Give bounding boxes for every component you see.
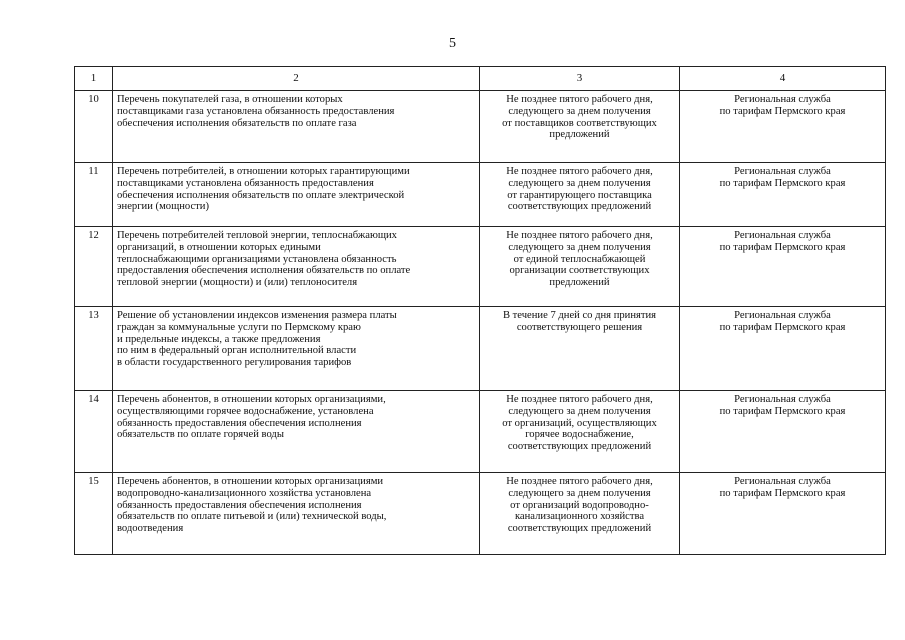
row-deadline-line: В течение 7 дней со дня принятия: [502, 310, 657, 321]
row-responsible: [680, 307, 886, 391]
row-deadline-line: соответствующих предложений: [507, 441, 652, 453]
row-responsible: [680, 163, 886, 227]
row-description: [113, 391, 480, 473]
row-deadline-line: предложений: [549, 277, 610, 289]
row-description-line: Перечень потребителей, в отношении которых гарантирующими: [117, 166, 410, 177]
table-row: [75, 307, 886, 391]
row-description-line: обязанность предоставления обеспечения исполнения: [117, 499, 362, 511]
row-description-line: водопроводно-канализационного хозяйства установлена: [117, 487, 372, 499]
row-deadline-line: следующего за днем получения: [508, 241, 651, 253]
row-description: [113, 307, 480, 391]
row-responsible-line: Региональная служба: [734, 94, 831, 105]
column-header-number: 1: [75, 67, 113, 91]
row-number: 13: [75, 307, 113, 391]
row-deadline-line: предложений: [549, 129, 610, 141]
row-deadline-line: следующего за днем получения: [508, 487, 651, 499]
document-table: [74, 66, 886, 555]
row-description-line: организаций, в отношении которых едиными: [117, 241, 321, 253]
row-responsible-line: Региональная служба: [734, 310, 831, 321]
row-description-line: обязательств по оплате питьевой и (или) технической воды,: [117, 511, 387, 523]
table-row: [75, 163, 886, 227]
column-header-description: 2: [113, 67, 480, 91]
row-description: [113, 227, 480, 307]
row-description-line: обеспечения исполнения обязательств по оплате газа: [117, 117, 357, 129]
row-deadline-line: Не позднее пятого рабочего дня,: [506, 476, 653, 487]
row-deadline-line: соответствующих предложений: [507, 523, 652, 535]
row-deadline-line: соответствующих предложений: [507, 201, 652, 213]
row-deadline-line: канализационного хозяйства: [514, 511, 645, 523]
row-number: 14: [75, 391, 113, 473]
row-deadline-line: организации соответствующих: [509, 265, 650, 277]
row-responsible-line: по тарифам Пермского края: [719, 487, 846, 499]
row-description-line: граждан за коммунальные услуги по Пермскому краю: [117, 321, 361, 333]
row-deadline-line: от гарантирующего поставщика: [507, 189, 652, 201]
row-deadline-line: следующего за днем получения: [508, 105, 651, 117]
row-deadline-line: Не позднее пятого рабочего дня,: [506, 166, 653, 177]
row-deadline-line: Не позднее пятого рабочего дня,: [506, 230, 653, 241]
table-row: [75, 391, 886, 473]
row-deadline-line: следующего за днем получения: [508, 177, 651, 189]
row-number: 15: [75, 473, 113, 555]
row-responsible: [680, 473, 886, 555]
row-description-line: обеспечения исполнения обязательств по оплате электрической: [117, 189, 405, 201]
row-responsible-line: по тарифам Пермского края: [719, 405, 846, 417]
row-description-line: энергии (мощности): [117, 201, 209, 213]
table-row: [75, 473, 886, 555]
row-description: [113, 163, 480, 227]
row-number: 12: [75, 227, 113, 307]
row-responsible-line: Региональная служба: [734, 476, 831, 487]
row-deadline: [480, 391, 680, 473]
table-header-row: [75, 67, 886, 91]
row-description-line: Перечень абонентов, в отношении которых организациями: [117, 476, 384, 487]
row-description: [113, 473, 480, 555]
row-description-line: теплоснабжающими организациями установлена обязанность: [117, 253, 397, 265]
row-deadline: [480, 307, 680, 391]
row-description-line: тепловой энергии (мощности) и (или) теплоносителя: [117, 277, 358, 289]
row-description-line: осуществляющими горячее водоснабжение, установлена: [117, 405, 374, 417]
row-deadline-line: горячее водоснабжение,: [525, 429, 634, 441]
row-number: 11: [75, 163, 113, 227]
row-responsible-line: по тарифам Пермского края: [719, 105, 846, 117]
row-deadline: [480, 473, 680, 555]
row-deadline-line: от единой теплоснабжающей: [513, 253, 646, 265]
row-responsible: [680, 227, 886, 307]
row-description-line: Перечень покупателей газа, в отношении которых: [117, 94, 343, 105]
row-description-line: обязанность предоставления обеспечения исполнения: [117, 417, 362, 429]
row-description-line: обязательств по оплате горячей воды: [117, 429, 284, 441]
row-deadline: [480, 227, 680, 307]
row-deadline-line: от поставщиков соответствующих: [502, 117, 657, 129]
row-deadline: [480, 91, 680, 163]
row-responsible-line: по тарифам Пермского края: [719, 241, 846, 253]
row-deadline: [480, 163, 680, 227]
row-deadline-line: соответствующего решения: [516, 321, 643, 333]
row-responsible-line: по тарифам Пермского края: [719, 321, 846, 333]
row-description-line: Перечень абонентов, в отношении которых организациями,: [117, 394, 386, 405]
row-deadline-line: Не позднее пятого рабочего дня,: [506, 394, 653, 405]
table-row: [75, 227, 886, 307]
row-responsible: [680, 391, 886, 473]
row-deadline-line: следующего за днем получения: [508, 405, 651, 417]
row-deadline-line: от организаций, осуществляющих: [502, 417, 657, 429]
row-responsible-line: Региональная служба: [734, 394, 831, 405]
row-number: 10: [75, 91, 113, 163]
row-responsible-line: Региональная служба: [734, 166, 831, 177]
row-description-line: поставщиками установлена обязанность предоставления: [117, 177, 374, 189]
row-description-line: Перечень потребителей тепловой энергии, теплоснабжающих: [117, 230, 397, 241]
row-description-line: Решение об установлении индексов изменения размера платы: [117, 310, 397, 321]
row-description-line: и предельные индексы, а также предложения: [117, 333, 321, 345]
column-header-responsible: 4: [680, 67, 886, 91]
row-deadline-line: Не позднее пятого рабочего дня,: [506, 94, 653, 105]
row-responsible-line: по тарифам Пермского края: [719, 177, 846, 189]
row-responsible-line: Региональная служба: [734, 230, 831, 241]
table-row: [75, 91, 886, 163]
table-body: [75, 67, 886, 555]
row-description-line: в области государственного регулирования тарифов: [117, 357, 352, 369]
row-description-line: поставщиками газа установлена обязанность предоставления: [117, 105, 395, 117]
row-description: [113, 91, 480, 163]
row-responsible: [680, 91, 886, 163]
page-number: 5: [449, 36, 456, 51]
row-description-line: предоставления обеспечения исполнения обязательств по оплате: [117, 265, 411, 277]
row-description-line: по ним в федеральный орган исполнительной власти: [117, 345, 357, 357]
row-description-line: водоотведения: [117, 523, 184, 535]
column-header-deadline: 3: [480, 67, 680, 91]
row-deadline-line: от организаций водопроводно-: [510, 499, 649, 511]
